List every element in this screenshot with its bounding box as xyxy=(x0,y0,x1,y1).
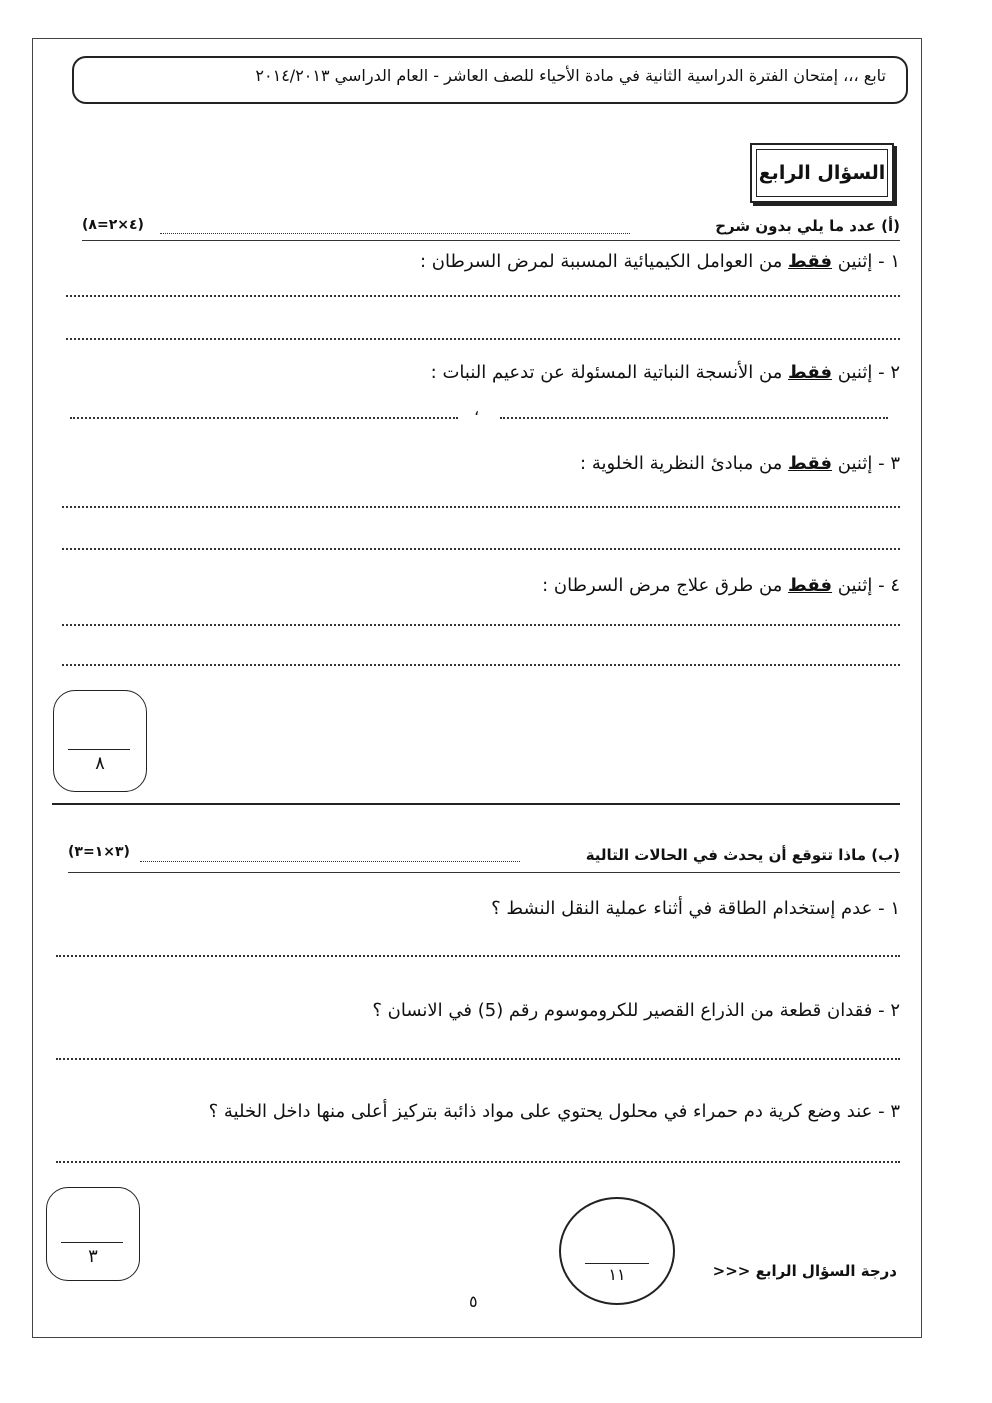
answer-line[interactable] xyxy=(66,295,900,297)
section-b-rule xyxy=(68,872,900,873)
score-fraction-line xyxy=(585,1263,649,1264)
answer-line[interactable] xyxy=(70,417,458,419)
section-b-marks: (٣×١=٣) xyxy=(68,844,130,860)
section-a-item-1: ١ - إثنين فقط من العوامل الكيميائية المسببة لمرض السرطان : xyxy=(420,251,900,272)
answer-line[interactable] xyxy=(500,417,888,419)
section-b-item-1: ١ - عدم إستخدام الطاقة في أثناء عملية النقل النشط ؟ xyxy=(491,898,900,919)
section-b-heading: (ب) ماذا تتوقع أن يحدث في الحالات التالية xyxy=(585,846,900,864)
answer-line[interactable] xyxy=(62,506,900,508)
question-title: السؤال الرابع xyxy=(756,149,888,197)
answer-line[interactable] xyxy=(62,548,900,550)
section-b-item-3: ٣ - عند وضع كرية دم حمراء في محلول يحتوي على مواد ذائبة بتركيز أعلى منها داخل الخلية ؟ xyxy=(208,1101,900,1122)
question-title-box xyxy=(750,143,894,203)
section-b-score-max: ٣ xyxy=(88,1246,98,1267)
answer-line[interactable] xyxy=(56,955,900,957)
total-score-circle[interactable] xyxy=(559,1197,675,1305)
section-a-marks: (٤×٢=٨) xyxy=(82,217,144,233)
answer-line[interactable] xyxy=(66,338,900,340)
answer-line[interactable] xyxy=(62,624,900,626)
exam-header xyxy=(72,56,908,104)
exam-header-text: تابع ،،، إمتحان الفترة الدراسية الثانية في مادة الأحياء للصف العاشر - العام الدراسي ٢٠١٤/٢٠١٣ xyxy=(255,66,886,85)
page-number: ٥ xyxy=(469,1292,478,1311)
score-fraction-line xyxy=(68,749,130,750)
section-a-heading: (أ) عدد ما يلي بدون شرح xyxy=(715,217,900,235)
section-a-score-max: ٨ xyxy=(95,753,105,774)
section-a-item-2: ٢ - إثنين فقط من الأنسجة النباتية المسئولة عن تدعيم النبات : xyxy=(430,362,900,383)
section-b-leader xyxy=(140,861,520,862)
section-divider xyxy=(52,803,900,805)
section-a-item-3: ٣ - إثنين فقط من مبادئ النظرية الخلوية : xyxy=(580,453,900,474)
section-a-score-box[interactable] xyxy=(53,690,147,792)
answer-line[interactable] xyxy=(56,1161,900,1163)
section-a-rule xyxy=(82,240,900,241)
answer-line[interactable] xyxy=(56,1058,900,1060)
total-score-label: درجة السؤال الرابع <<< xyxy=(712,1262,897,1280)
total-score-max: ١١ xyxy=(608,1265,626,1284)
answer-line[interactable] xyxy=(62,664,900,666)
section-a-item-4: ٤ - إثنين فقط من طرق علاج مرض السرطان : xyxy=(542,575,900,596)
answer-separator: ، xyxy=(474,400,480,419)
section-a-leader xyxy=(160,233,630,234)
section-b-item-2: ٢ - فقدان قطعة من الذراع القصير للكروموسوم رقم (5) في الانسان ؟ xyxy=(372,1000,900,1021)
section-b-score-box[interactable] xyxy=(46,1187,140,1281)
score-fraction-line xyxy=(61,1242,123,1243)
